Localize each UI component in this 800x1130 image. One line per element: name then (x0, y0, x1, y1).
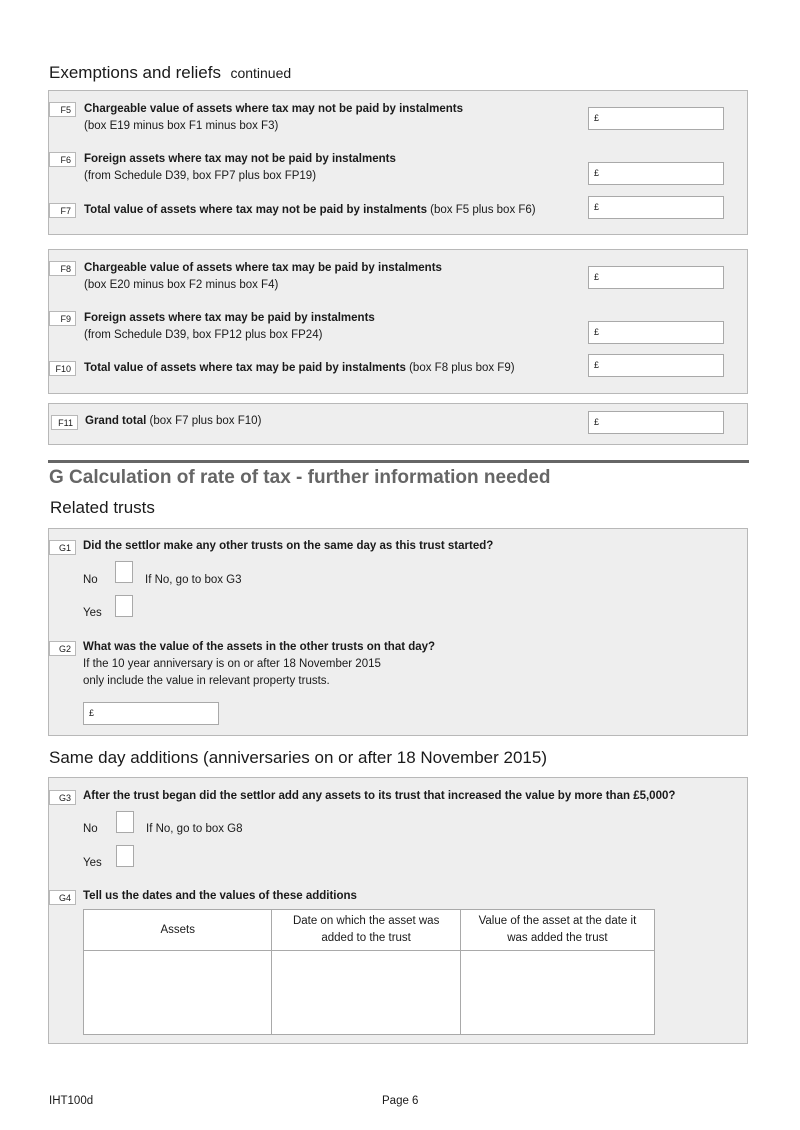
question-f10 (84, 360, 515, 377)
box-label-f6: F6 (49, 152, 76, 167)
section-heading (49, 63, 291, 83)
pound-sign: £ (594, 327, 600, 337)
g1-yes-checkbox[interactable] (115, 595, 133, 617)
question-g2-note-1: If the 10 year anniversary is on or after 18 November 2015 (83, 658, 381, 670)
question-g2 (83, 639, 435, 690)
amount-field-g2[interactable] (83, 702, 219, 725)
question-f9-note: (from Schedule D39, box FP12 plus box FP24) (84, 329, 323, 341)
question-f6 (84, 151, 396, 185)
section-title: Exemptions and reliefs (49, 63, 221, 82)
table-header-row (84, 910, 655, 951)
g1-no-hint: If No, go to box G3 (145, 574, 242, 586)
amount-field-f8[interactable] (588, 266, 724, 289)
question-f8 (84, 260, 442, 294)
pound-sign: £ (594, 360, 600, 370)
question-g4 (83, 888, 357, 905)
question-f10-title: Total value of assets where tax may be paid by instalments (84, 362, 406, 374)
question-g2-note-2: only include the value in relevant property trusts. (83, 675, 330, 687)
question-f8-title: Chargeable value of assets where tax may be paid by instalments (84, 262, 442, 274)
g1-no-checkbox[interactable] (115, 561, 133, 583)
additions-table (83, 909, 655, 1035)
question-g3-title: After the trust began did the settlor add any assets to its trust that increased the value by more than £5,000? (83, 790, 676, 802)
box-label-f10: F10 (49, 361, 76, 376)
amount-field-f11[interactable] (588, 411, 724, 434)
g3-yes-label: Yes (83, 857, 102, 869)
related-trusts-heading: Related trusts (50, 498, 155, 517)
pound-sign: £ (594, 417, 600, 427)
question-f5 (84, 101, 463, 135)
pound-sign: £ (594, 202, 600, 212)
column-header-assets: Assets (84, 910, 272, 951)
question-g2-title: What was the value of the assets in the other trusts on that day? (83, 641, 436, 653)
question-g3 (83, 788, 675, 805)
question-f7-note: (box F5 plus box F6) (426, 204, 536, 216)
box-label-f8: F8 (49, 261, 76, 276)
question-g1 (83, 538, 493, 555)
section-title-suffix: continued (230, 65, 292, 81)
amount-field-f6[interactable] (588, 162, 724, 185)
g3-no-label: No (83, 823, 98, 835)
box-label-f9: F9 (49, 311, 76, 326)
column-header-value: Value of the asset at the date it was added the trust (460, 910, 654, 951)
table-row (84, 951, 655, 1035)
amount-field-f10[interactable] (588, 354, 724, 377)
question-f11-title: Grand total (85, 415, 147, 427)
pound-sign: £ (594, 168, 600, 178)
amount-field-f7[interactable] (588, 196, 724, 219)
question-f11-note: (box F7 plus box F10) (146, 415, 262, 427)
amount-field-f5[interactable] (588, 107, 724, 130)
pound-sign: £ (594, 272, 600, 282)
question-g4-title: Tell us the dates and the values of these additions (83, 890, 357, 902)
question-g1-title: Did the settlor make any other trusts on the same day as this trust started? (83, 540, 494, 552)
question-f8-note: (box E20 minus box F2 minus box F4) (84, 279, 279, 291)
box-label-g4: G4 (49, 890, 76, 905)
question-f7 (84, 202, 536, 219)
question-f11 (85, 413, 261, 430)
page-number: Page 6 (382, 1095, 419, 1107)
amount-field-f9[interactable] (588, 321, 724, 344)
pound-sign: £ (89, 708, 95, 718)
box-label-f5: F5 (49, 102, 76, 117)
same-day-heading: Same day additions (anniversaries on or after 18 November 2015) (49, 748, 547, 767)
g1-no-label: No (83, 574, 98, 586)
question-f6-note: (from Schedule D39, box FP7 plus box FP19) (84, 170, 317, 182)
question-f9 (84, 310, 375, 344)
question-f5-note: (box E19 minus box F1 minus box F3) (84, 120, 279, 132)
box-label-f7: F7 (49, 203, 76, 218)
section-divider (48, 460, 749, 463)
box-label-g3: G3 (49, 790, 76, 805)
g3-no-hint: If No, go to box G8 (146, 823, 243, 835)
question-f10-note: (box F8 plus box F9) (405, 362, 515, 374)
section-g-title: G Calculation of rate of tax - further information needed (49, 467, 551, 488)
column-header-date: Date on which the asset was added to the trust (272, 910, 460, 951)
question-f9-title: Foreign assets where tax may be paid by instalments (84, 312, 375, 324)
value-cell[interactable] (460, 951, 654, 1035)
question-f7-title: Total value of assets where tax may not be paid by instalments (84, 204, 427, 216)
g3-yes-checkbox[interactable] (116, 845, 134, 867)
g1-yes-label: Yes (83, 607, 102, 619)
date-cell[interactable] (272, 951, 460, 1035)
g3-no-checkbox[interactable] (116, 811, 134, 833)
pound-sign: £ (594, 113, 600, 123)
box-label-g2: G2 (49, 641, 76, 656)
box-label-g1: G1 (49, 540, 76, 555)
question-f5-title: Chargeable value of assets where tax may not be paid by instalments (84, 103, 463, 115)
box-label-f11: F11 (51, 415, 78, 430)
form-code: IHT100d (49, 1095, 94, 1107)
assets-cell[interactable] (84, 951, 272, 1035)
question-f6-title: Foreign assets where tax may not be paid by instalments (84, 153, 396, 165)
